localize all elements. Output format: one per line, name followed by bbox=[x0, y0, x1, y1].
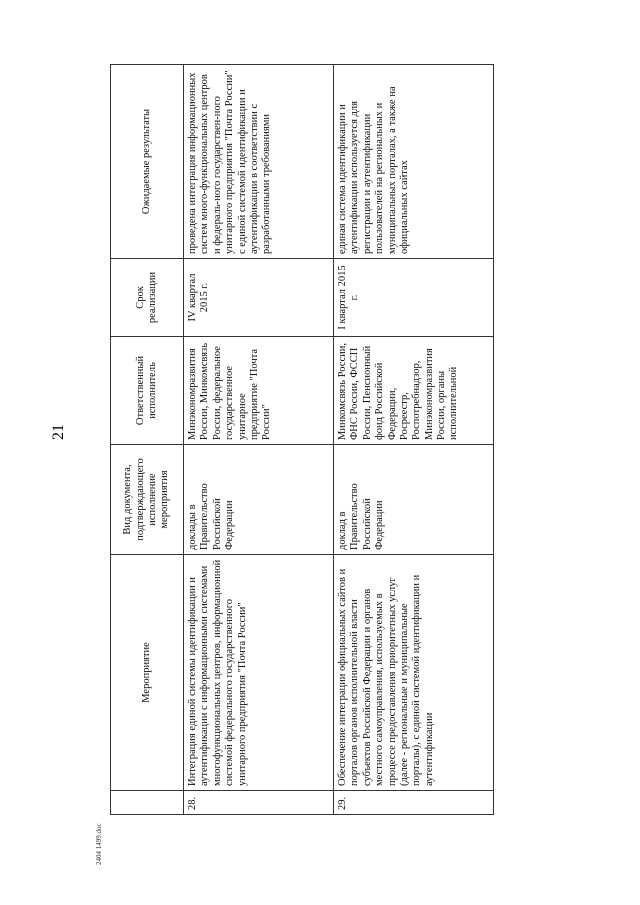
header-document: Вид документа, подтверждающего исполнение мероприятия bbox=[111, 445, 184, 555]
row-executor: Минкомсвязь России, ФНС России, ФССП России, Пенсионный фонд Российской Федерации, Росреестр, Роспотребнадзор, Минэкономразвития России, органы исполнительной bbox=[334, 337, 494, 445]
table-row bbox=[184, 65, 334, 815]
row-document: доклады в Правительство Российской Федерации bbox=[184, 445, 334, 555]
table-header-row bbox=[111, 65, 184, 815]
header-event: Мероприятие bbox=[111, 555, 184, 791]
row-term: IV квартал 2015 г. bbox=[184, 259, 334, 337]
row-result: единая система идентификации и аутентификации используется для регистрации и аутентификации пользователей на региональных и муниципальных порталах, а также на официальных сайтах bbox=[334, 65, 494, 259]
row-number: 28. bbox=[184, 791, 334, 815]
row-event: Обеспечение интеграции официальных сайтов и порталов органов исполнительной власти субъектов Российской Федерации и органов местного самоуправления, используемых в процессе предоставления приоритетных услуг (далее - региональные и муниципальные порталы), с единой системой идентификации и аутентификации bbox=[334, 555, 494, 791]
row-term: I квартал 2015 г. bbox=[334, 259, 494, 337]
row-event: Интеграция единой системы идентификации и аутентификации с информационными системами многофункциональных центров, информационной системой федерального государственного унитарного предприятия "Почта России" bbox=[184, 555, 334, 791]
header-number bbox=[111, 791, 184, 815]
activities-table bbox=[110, 64, 494, 815]
row-executor: Минэкономразвития России, Минкомсвязь России, федеральное государственное унитарное предприятие "Почта России" bbox=[184, 337, 334, 445]
footer-filename: 2404 1499.doc bbox=[95, 823, 103, 865]
row-document: доклад в Правительство Российской Федерации bbox=[334, 445, 494, 555]
header-term: Срок реализации bbox=[111, 259, 184, 337]
header-executor: Ответственный исполнитель bbox=[111, 337, 184, 445]
rotated-table-container bbox=[110, 65, 570, 815]
table-row bbox=[334, 65, 494, 815]
row-result: проведена интеграция информационных систем много-функциональных центров и федераль-ного государствен-ного унитарного предприятия "Почта России" с единой системой идентификации и аутентификации в соответствии с разработанными требованиями bbox=[184, 65, 334, 259]
header-result: Ожидаемые результаты bbox=[111, 65, 184, 259]
page-number: 21 bbox=[50, 424, 67, 440]
row-number: 29. bbox=[334, 791, 494, 815]
